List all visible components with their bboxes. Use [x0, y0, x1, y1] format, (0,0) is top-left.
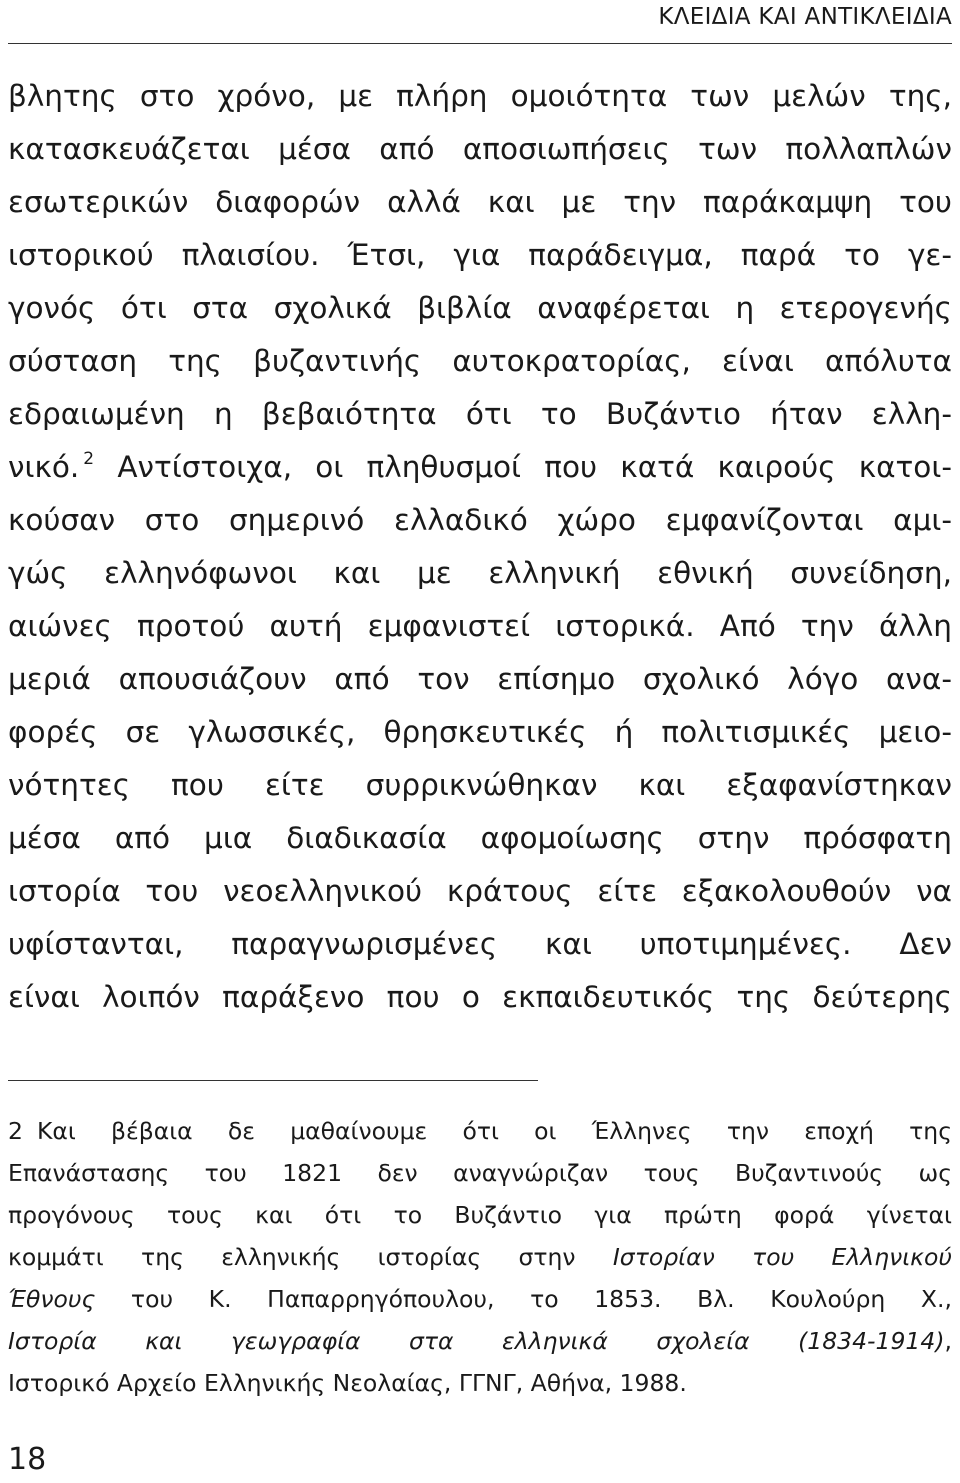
footnote-separator: [8, 1080, 538, 1081]
footnote-line: [8, 1236, 952, 1278]
line-text: Και βέβαια δε μαθαίνουμε ότι οι Έλληνες την εποχή της: [36, 1117, 952, 1145]
book-title: Ιστορίαν του Ελληνικού: [612, 1243, 952, 1271]
body-line: σύσταση της βυζαντινής αυτοκρατορίας, είναι απόλυτα: [8, 344, 952, 378]
body-line: κούσαν στο σημερινό ελλαδικό χώρο εμφανίζονται αμι-: [8, 503, 952, 537]
body-line: ιστορία του νεοελληνικού κράτους είτε εξακολουθούν να: [8, 874, 952, 908]
footnote-line: [8, 1320, 952, 1362]
line-text: του Κ. Παπαρρηγόπουλου, το 1853. Βλ. Κουλούρη Χ.,: [130, 1285, 952, 1313]
body-line: αιώνες προτού αυτή εμφανιστεί ιστορικά. Από την άλλη: [8, 609, 952, 643]
body-line: κατασκευάζεται μέσα από αποσιωπήσεις των πολλαπλών: [8, 132, 952, 166]
line-text: Αντίστοιχα, οι πληθυσμοί που κατά καιρούς κατοι-: [117, 450, 952, 484]
body-line: γονός ότι στα σχολικά βιβλία αναφέρεται η ετερογενής: [8, 291, 952, 325]
body-line: ιστορικού πλαισίου. Έτσι, για παράδειγμα, παρά το γε-: [8, 238, 952, 272]
body-line: μέσα από μια διαδικασία αφομοίωσης στην πρόσφατη: [8, 821, 952, 855]
book-title: Έθνους: [8, 1285, 96, 1313]
footnote-line: Επανάστασης του 1821 δεν αναγνώριζαν τους Βυζαντινούς ως: [8, 1159, 952, 1187]
body-line: βλητης στο χρόνο, με πλήρη ομοιότητα των μελών της,: [8, 79, 952, 113]
running-header: ΚΛΕΙΔΙΑ ΚΑΙ ΑΝΤΙΚΛΕΙΔΙΑ: [658, 4, 952, 30]
footnote-line: [8, 1278, 952, 1320]
body-line: εδραιωμένη η βεβαιότητα ότι το Βυζάντιο ήταν ελλη-: [8, 397, 952, 431]
footnote-line: προγόνους τους και ότι το Βυζάντιο για πρώτη φορά γίνεται: [8, 1201, 952, 1229]
footnote-line: [8, 1110, 952, 1152]
body-line: γώς ελληνόφωνοι και με ελληνική εθνική συνείδηση,: [8, 556, 952, 590]
body-line: είναι λοιπόν παράξενο που ο εκπαιδευτικός της δεύτερης: [8, 980, 952, 1014]
body-line: εσωτερικών διαφορών αλλά και με την παράκαμψη του: [8, 185, 952, 219]
footnote-line: Ιστορικό Αρχείο Ελληνικής Νεολαίας, ΓΓΝΓ, Αθήνα, 1988.: [8, 1369, 687, 1397]
footnote: [8, 1110, 952, 1404]
line-text: νικό.: [8, 450, 80, 484]
body-line: νότητες που είτε συρρικνώθηκαν και εξαφανίστηκαν: [8, 768, 952, 802]
page-number: 18: [8, 1442, 47, 1477]
footnote-reference[interactable]: 2: [83, 449, 95, 469]
book-title: Ιστορία και γεωγραφία στα ελληνικά σχολεία (1834-1914): [8, 1327, 945, 1355]
body-line: μεριά απουσιάζουν από τον επίσημο σχολικό λόγο ανα-: [8, 662, 952, 696]
body-line: φορές σε γλωσσικές, θρησκευτικές ή πολιτισμικές μειο-: [8, 715, 952, 749]
body-line: υφίστανται, παραγνωρισμένες και υποτιμημένες. Δεν: [8, 927, 952, 961]
line-text: ,: [944, 1327, 952, 1355]
body-line-with-footnote-ref: [8, 441, 952, 494]
body-text: [8, 70, 952, 1024]
line-text: κομμάτι της ελληνικής ιστορίας στην: [8, 1243, 576, 1271]
footnote-number: 2: [8, 1117, 23, 1145]
header-rule: [8, 43, 952, 44]
